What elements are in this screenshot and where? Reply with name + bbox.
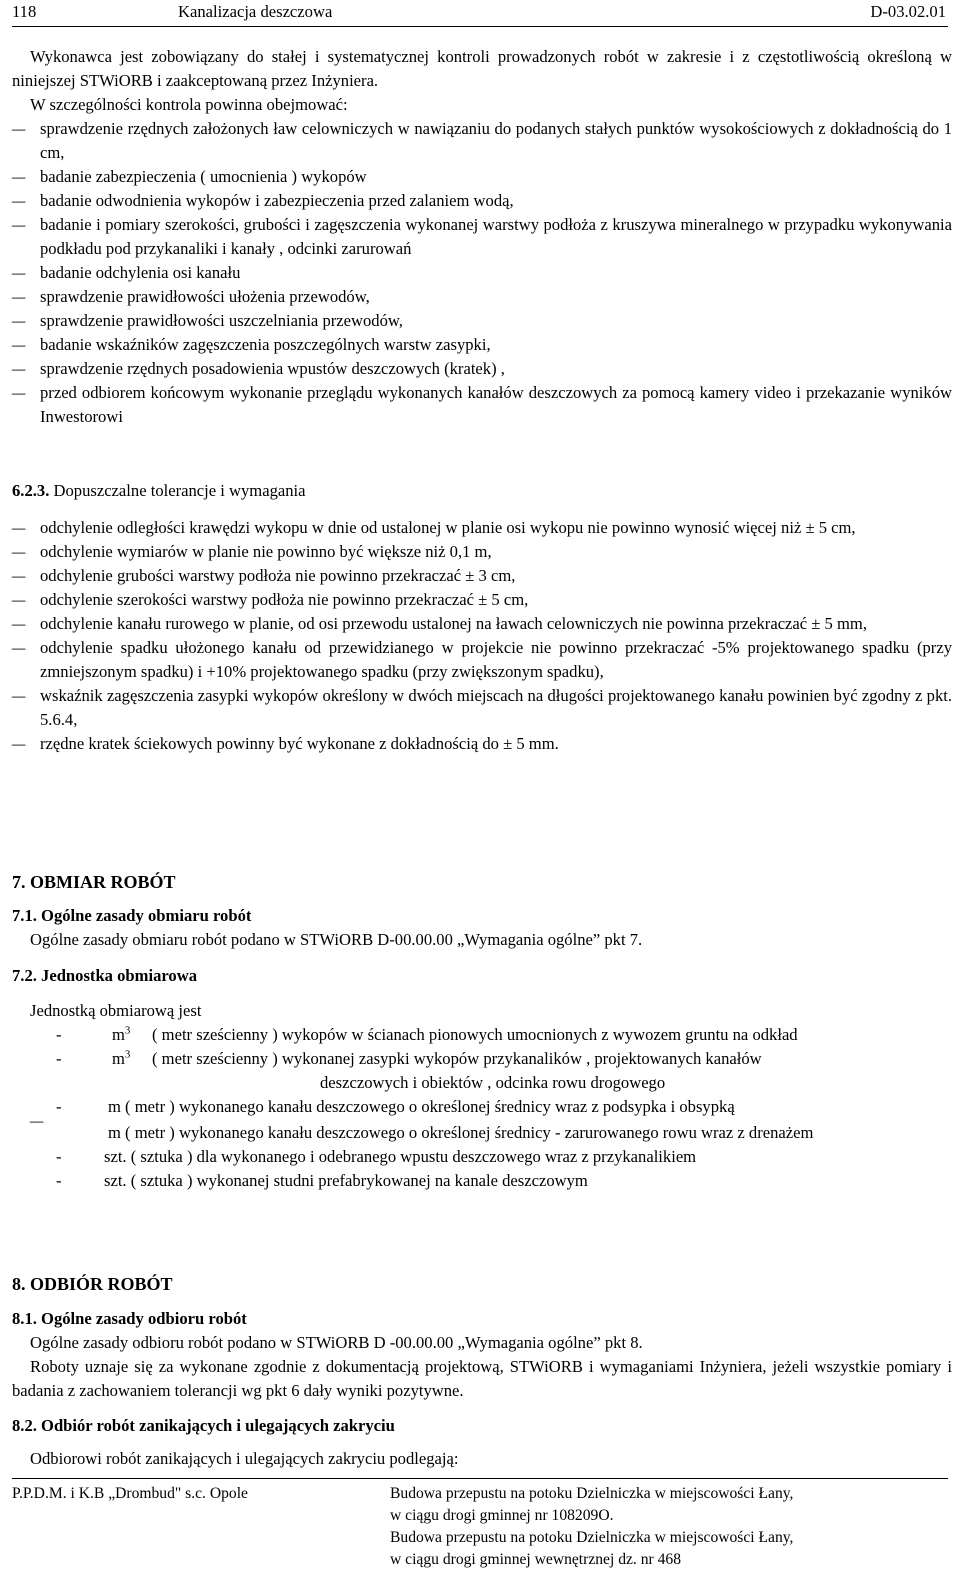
- section-7-1-text: Ogólne zasady obmiaru robót podano w STWiORB D-00.00.00 „Wymagania ogólne” pkt 7.: [30, 930, 643, 949]
- dash-marker: -: [56, 1025, 62, 1044]
- intro-lead: W szczególności kontrola powinna obejmować:: [30, 95, 348, 114]
- section-8-1-text2: Roboty uznaje się za wykonane zgodnie z dokumentacją projektową, STWiORB i wymaganiami Inżyniera, jeżeli wszystkie pomiary i badania z zachowaniem tolerancji wg pkt 6 dały wyniki pozytywne.: [12, 1357, 952, 1400]
- unit-row: [12, 1111, 952, 1145]
- section-7-2: [12, 964, 952, 988]
- unit-row: [12, 1047, 952, 1095]
- unit-description: szt. ( sztuka ) wykonanej studni prefabrykowanej na kanale deszczowym: [104, 1171, 588, 1190]
- section-7-title: 7. OBMIAR ROBÓT: [12, 872, 176, 892]
- footer-line: Budowa przepustu na potoku Dzielniczka w miejscowości Łany,: [390, 1485, 794, 1502]
- page-number: 118: [12, 2, 37, 21]
- footer-line: w ciągu drogi gminnej nr 108209O.: [390, 1507, 614, 1524]
- list-item: – sprawdzenie rzędnych założonych ław celowniczych w nawiązaniu do podanych stałych punktów wysokościowych z dokładnością do 1 cm,: [12, 117, 952, 165]
- footer-project: [390, 1483, 950, 1571]
- section-8: [12, 1272, 952, 1296]
- list-item: – rzędne kratek ściekowych powinny być wykonane z dokładnością do ± 5 mm.: [12, 732, 952, 756]
- list-item: – odchylenie odległości krawędzi wykopu w dnie od ustalonej w planie osi wykopu nie powinno wynosić więcej niż ± 5 cm,: [12, 516, 952, 540]
- long-dash-marker: –: [30, 1111, 44, 1130]
- list-item: – badanie odwodnienia wykopów i zabezpieczenia przed zalaniem wodą,: [12, 189, 952, 213]
- intro-section: [12, 45, 952, 429]
- unit-row: [12, 1023, 952, 1047]
- intro-paragraph: Wykonawca jest zobowiązany do stałej i systematycznej kontroli prowadzonych robót w zakresie i z częstotliwością określoną w niniejszej STWiORB i zaakceptowaną przez Inżyniera.: [12, 47, 952, 90]
- unit-description: m ( metr ) wykonanego kanału deszczowego o określonej średnicy - zarurowanego rowu wraz z drenażem: [108, 1123, 814, 1142]
- unit-symbol: $m^3$: [112, 1024, 131, 1044]
- section-7-1-title: 7.1. Ogólne zasady obmiaru robót: [12, 906, 252, 925]
- section-8-2-body: [12, 1447, 952, 1471]
- list-item: – odchylenie spadku ułożonego kanału od przewidzianego w projekcie nie powinno przekraczać -5% projektowanego spadku (przy zmniejszonym spadku) i +10% projektowanego spadku (przy zwiększonym spadku),: [12, 636, 952, 684]
- section-8-2-title: 8.2. Odbiór robót zanikających i ulegających zakryciu: [12, 1416, 395, 1435]
- section-7-1: [12, 904, 952, 952]
- unit-row: [12, 1095, 952, 1119]
- list-item: – przed odbiorem końcowym wykonanie przeglądu wykonanych kanałów deszczowych za pomocą kamery video i przekazanie wyników Inwestorowi: [12, 381, 952, 429]
- document-title: Kanalizacja deszczowa: [178, 2, 333, 21]
- section-8-2-text: Odbiorowi robót zanikających i ulegających zakryciu podlegają:: [30, 1449, 459, 1468]
- tolerances-list-block: [12, 516, 952, 756]
- footer-line: Budowa przepustu na potoku Dzielniczka w miejscowości Łany,: [390, 1529, 794, 1546]
- unit-symbol: $m^3$: [112, 1048, 131, 1068]
- dash-marker: -: [56, 1049, 62, 1068]
- list-item: – odchylenie kanału rurowego w planie, od osi przewodu ustalonej na ławach celowniczych nie powinna przekraczać ± 5 mm,: [12, 612, 952, 636]
- unit-row: [12, 1145, 952, 1169]
- dash-marker: -: [56, 1171, 62, 1190]
- units-block: [12, 999, 952, 1193]
- unit-description: ( metr sześcienny ) wykopów w ścianach pionowych umocnionych z wywozem gruntu na odkład: [152, 1025, 798, 1044]
- section-8-1: [12, 1307, 952, 1403]
- tolerances-section: [12, 479, 952, 503]
- page-header: [12, 0, 948, 27]
- dash-marker: -: [56, 1097, 62, 1116]
- list-item: – badanie zabezpieczenia ( umocnienia ) wykopów: [12, 165, 952, 189]
- heading-number: 6.2.3.: [12, 481, 50, 500]
- list-item: – sprawdzenie prawidłowości ułożenia przewodów,: [12, 285, 952, 309]
- footer-company: P.P.D.M. i K.B „Drombud" s.c. Opole: [12, 1485, 248, 1502]
- section-8-2: [12, 1414, 952, 1438]
- list-item: – wskaźnik zagęszczenia zasypki wykopów określony w dwóch miejscach na długości projektowanego kanału powinien być zgodny z pkt. 5.6.4,: [12, 684, 952, 732]
- unit-description: m ( metr ) wykonanego kanału deszczowego o określonej średnicy wraz z podsypka i obsypką: [108, 1097, 735, 1116]
- list-item: – odchylenie szerokości warstwy podłoża nie powinno przekraczać ± 5 cm,: [12, 588, 952, 612]
- section-8-title: 8. ODBIÓR ROBÓT: [12, 1274, 173, 1294]
- control-list: [12, 117, 952, 429]
- list-item: – badanie i pomiary szerokości, grubości i zagęszczenia wykonanej warstwy podłoża z kruszywa mineralnego w przypadku wykonywania podkładu pod przykanaliki i kanały , odcinki zarurowań: [12, 213, 952, 261]
- list-item: – badanie odchylenia osi kanału: [12, 261, 952, 285]
- unit-description: szt. ( sztuka ) dla wykonanego i odebranego wpustu deszczowego wraz z przykanalikiem: [104, 1147, 697, 1166]
- tolerances-heading: [12, 479, 952, 503]
- unit-row: [12, 1169, 952, 1193]
- unit-description-cont: deszczowych i obiektów , odcinka rowu drogowego: [320, 1073, 666, 1092]
- section-7-2-title: 7.2. Jednostka obmiarowa: [12, 966, 198, 985]
- list-item: – odchylenie grubości warstwy podłoża nie powinno przekraczać ± 3 cm,: [12, 564, 952, 588]
- document-code: D-03.02.01: [870, 2, 946, 21]
- heading-text: Dopuszczalne tolerancje i wymagania: [53, 481, 306, 500]
- tolerances-list: [12, 516, 952, 756]
- section-8-1-title: 8.1. Ogólne zasady odbioru robót: [12, 1309, 247, 1328]
- unit-description: ( metr sześcienny ) wykonanej zasypki wykopów przykanalików , projektowanych kanałów: [152, 1049, 762, 1068]
- list-item: – sprawdzenie rzędnych posadowienia wpustów deszczowych (kratek) ,: [12, 357, 952, 381]
- list-item: – badanie wskaźników zagęszczenia poszczególnych warstw zasypki,: [12, 333, 952, 357]
- units-lead: Jednostką obmiarową jest: [30, 1001, 202, 1020]
- list-item: – sprawdzenie prawidłowości uszczelniania przewodów,: [12, 309, 952, 333]
- section-8-1-text: Ogólne zasady odbioru robót podano w STWiORB D -00.00.00 „Wymagania ogólne” pkt 8.: [30, 1333, 643, 1352]
- page-footer: [12, 1478, 948, 1568]
- list-item: – odchylenie wymiarów w planie nie powinno być większe niż 0,1 m,: [12, 540, 952, 564]
- section-7: [12, 870, 952, 894]
- dash-marker: -: [56, 1147, 62, 1166]
- footer-line: w ciągu drogi gminnej wewnętrznej dz. nr 468: [390, 1551, 681, 1568]
